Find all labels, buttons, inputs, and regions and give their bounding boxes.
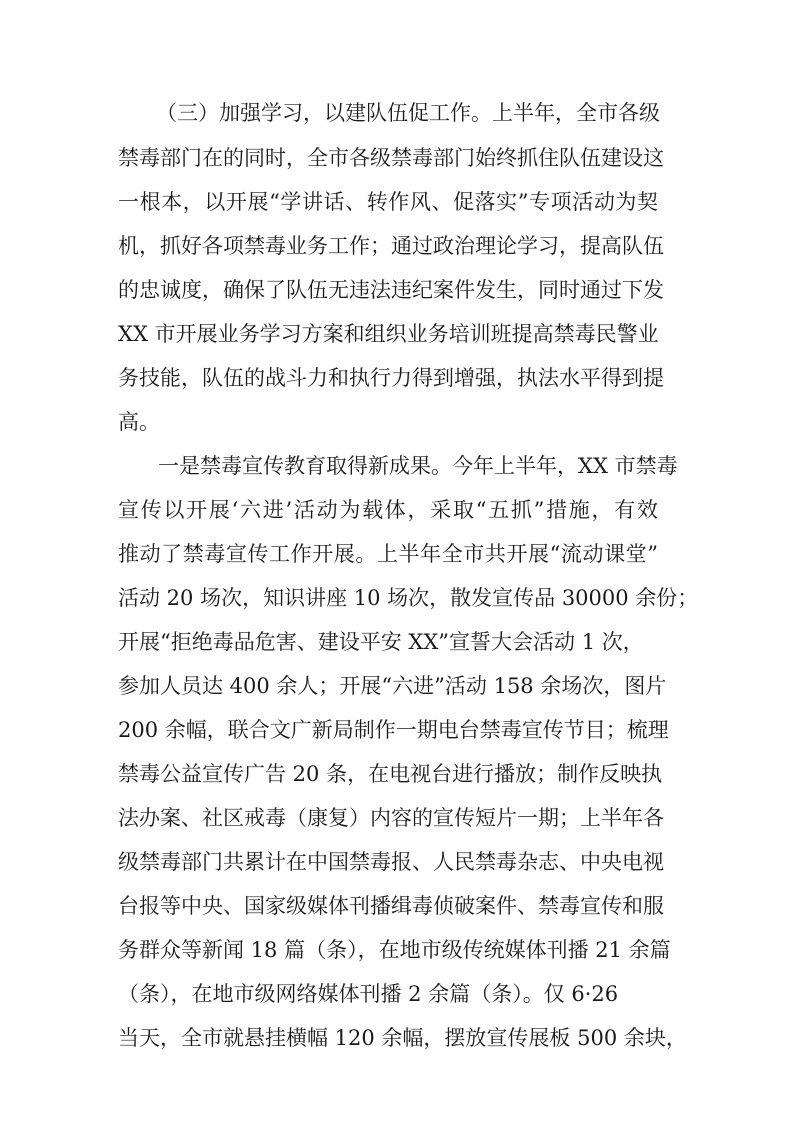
paragraph-line: 务技能，队伍的战斗力和执行力得到增强，执法水平得到提 [118,366,664,390]
paragraph-line: 当天，全市就悬挂横幅 120 余幅，摆放宣传展板 500 余块， [118,1026,687,1050]
paragraph-line: 禁毒部门在的同时，全市各级禁毒部门始终抓住队伍建设这 [118,146,664,170]
paragraph-line: （三）加强学习，以建队伍促工作。上半年，全市各级 [156,101,660,125]
paragraph-line: 一是禁毒宣传教育取得新成果。今年上半年，XX 市禁毒 [158,454,678,478]
paragraph-line: 机，抓好各项禁毒业务工作；通过政治理论学习，提高队伍 [118,234,664,258]
paragraph-line: （条），在地市级网络媒体刊播 2 余篇（条）。仅 6·26 [118,982,619,1006]
paragraph-line: XX 市开展业务学习方案和组织业务培训班提高禁毒民警业 [118,322,659,346]
paragraph-line: 开展“拒绝毒品危害、建设平安 XX”宣誓大会活动 1 次， [118,630,644,654]
paragraph-line: 200 余幅，联合文广新局制作一期电台禁毒宣传节目；梳理 [118,718,669,742]
paragraph-line: 台报等中央、国家级媒体刊播缉毒侦破案件、禁毒宣传和服 [118,894,664,918]
paragraph-line: 推动了禁毒宣传工作开展。上半年全市共开展“流动课堂” [118,542,658,566]
paragraph-line: 务群众等新闻 18 篇（条），在地市级传统媒体刊播 21 余篇 [118,938,671,962]
paragraph-line: 宣传以开展‘六进’活动为载体，采取“五抓”措施，有效 [118,498,658,522]
paragraph-line: 级禁毒部门共累计在中国禁毒报、人民禁毒杂志、中央电视 [118,850,664,874]
paragraph-line: 的忠诚度，确保了队伍无违法违纪案件发生，同时通过下发 [118,278,664,302]
paragraph-line: 活动 20 场次，知识讲座 10 场次，散发宣传品 30000 余份； [118,586,699,610]
paragraph-line: 法办案、社区戒毒（康复）内容的宣传短片一期；上半年各 [118,806,664,830]
paragraph-line: 参加人员达 400 余人；开展“六进”活动 158 余场次，图片 [118,674,667,698]
paragraph-line: 一根本，以开展“学讲话、转作风、促落实”专项活动为契 [118,190,658,214]
paragraph-line: 高。 [118,410,160,434]
paragraph-line: 禁毒公益宣传广告 20 条，在电视台进行播放；制作反映执 [118,762,663,786]
